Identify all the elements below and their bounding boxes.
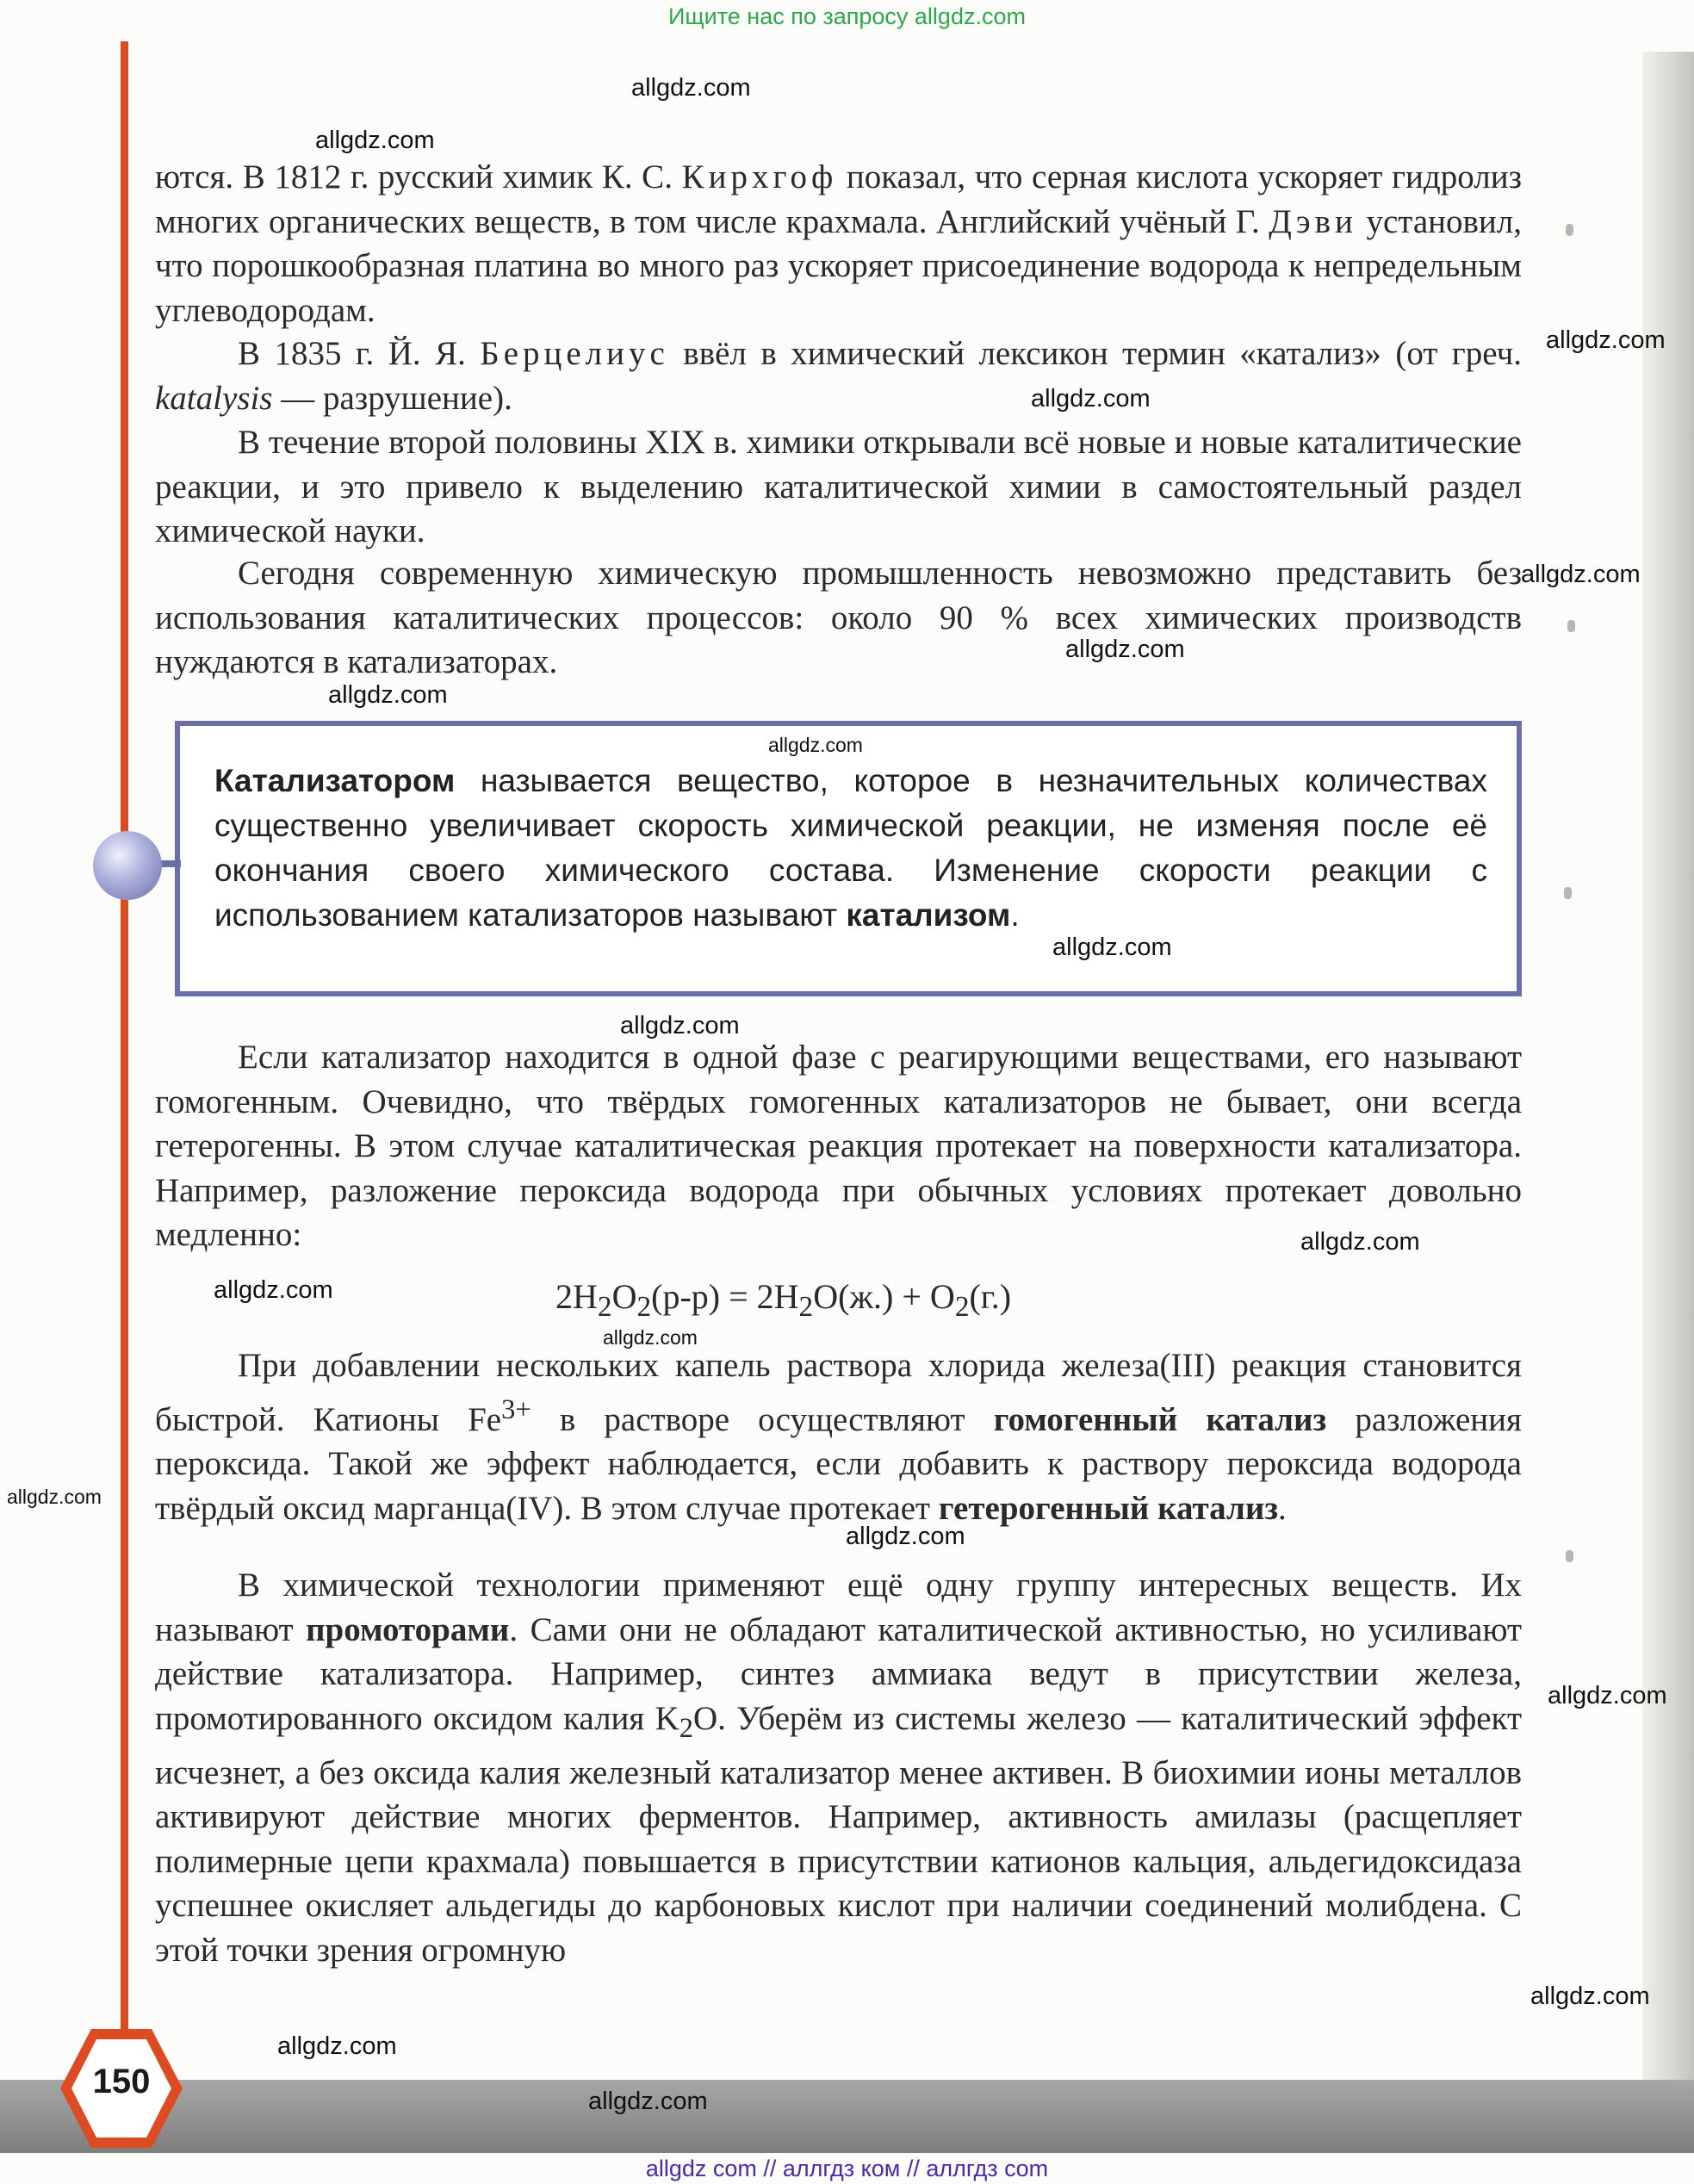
scientist-name: Берцелиус: [480, 335, 669, 372]
watermark[interactable]: allgdz.com: [214, 1276, 333, 1304]
scientist-name: Кирхгоф: [681, 158, 838, 195]
term-promoters: промоторами: [306, 1610, 510, 1648]
paragraph-5: Если катализатор находится в одной фазе с реагирующими веществами, его называют гомогенным. Очевидно, что твёрдых гомогенных катализаторов не бывает, они всегда гетерогенны. В этом случае каталитическая реакция протекает на поверхности катализатора. Например, разложение пероксида водорода при обычных условиях протекает довольно медленно:: [155, 1039, 1522, 1253]
greek-term: katalysis: [155, 379, 273, 417]
definition-box: [175, 721, 1522, 996]
watermark[interactable]: allgdz.com: [277, 2032, 397, 2060]
paragraph-7: В химической технологии применяют ещё одну группу интересных веществ. Их называют промоторами. Сами они не обладают каталитической активностью, но усиливают действие катализатора. Например, синтез аммиака ведут в присутствии железа, промотированного оксидом калия $K_2O$. Уберём из системы железо — каталитический эффект исчезнет, а без оксида калия железный катализатор менее активен. В биохимии ионы металлов активируют действие многих ферментов. Например, активность амилазы (расщепляет полимерные цепи крахмала) повышается в присутствии катионов кальция, альдегидоксидаза успешнее окисляет альдегиды до карбоновых кислот при наличии соединений молибдена. С этой точки зрения огромную: [155, 1567, 1523, 1969]
watermark[interactable]: allgdz.com: [846, 1523, 965, 1550]
watermark[interactable]: allgdz.com: [768, 734, 863, 756]
watermark[interactable]: allgdz.com: [603, 1326, 698, 1349]
scan-speck: [1564, 887, 1572, 899]
watermark[interactable]: allgdz.com: [620, 1012, 740, 1039]
watermark[interactable]: allgdz.com: [588, 2088, 708, 2115]
paragraph-6: При добавлении нескольких капель раствора хлорида железа(III) реакция становится быстрой. Катионы $Fe^{3+}$ в растворе осуществляют гомогенный катализ разложения пероксида. Такой же эффект наблюдается, если добавить к раствору пероксида водорода твёрдый оксид марганца(IV). В этом случае протекает гетерогенный катализ.: [155, 1347, 1522, 1527]
definition-text: Катализатором называется вещество, которое в незначительных количествах существенно увеличивает скорость химической реакции, не изменяя после её окончания своего химического состава. Изменение скорости реакции с использованием катализаторов называют катализом.: [214, 763, 1487, 933]
paragraph-1: ются. В 1812 г. русский химик К. С. Кирхгоф показал, что серная кислота ускоряет гидролиз многих органических веществ, в том числе крахмала. Английский учёный Г. Дэви установил, что порошкообразная платина во много раз ускоряет присоединение водорода к непредельным углеводородам.: [155, 158, 1522, 329]
scan-speck: [1566, 224, 1573, 236]
watermark[interactable]: allgdz.com: [1052, 934, 1172, 961]
term-homogeneous-catalysis: гомогенный катализ: [993, 1400, 1327, 1438]
watermark[interactable]: allgdz.com: [315, 127, 435, 154]
paragraph-4: Сегодня современную химическую промышленность невозможно представить без использования каталитических процессов: около 90 % всех химических производств нуждаются в катализаторах.: [155, 555, 1522, 680]
watermark[interactable]: allgdz.com: [631, 74, 751, 102]
definition-marker-icon: [93, 831, 162, 900]
watermark[interactable]: allgdz.com: [1548, 1682, 1667, 1709]
paragraph-3: В течение второй половины XIX в. химики открывали всё новые и новые каталитические реакции, и это привело к выделению каталитической химии в самостоятельный раздел химической науки.: [155, 424, 1522, 549]
margin-red-line: [121, 41, 128, 2061]
page-edge-shadow: [1642, 52, 1694, 2136]
top-banner[interactable]: Ищите нас по запросу allgdz.com: [668, 3, 1026, 29]
page-number: 150: [92, 2063, 151, 2100]
watermark[interactable]: allgdz.com: [1530, 1982, 1650, 2010]
page-bottom-strip: [0, 2080, 1694, 2153]
term-catalyst: Катализатором: [214, 763, 456, 798]
term-catalysis: катализом: [846, 897, 1011, 933]
paragraph-2: В 1835 г. Й. Я. Берцелиус ввёл в химический лексикон термин «катализ» (от греч. katalysis — разрушение).: [155, 335, 1522, 417]
scan-speck: [1567, 620, 1575, 632]
bottom-banner[interactable]: allgdz com // аллгдз ком // аллгдз com: [645, 2156, 1049, 2181]
scan-speck: [1566, 1550, 1573, 1562]
watermark[interactable]: allgdz.com: [1546, 326, 1666, 354]
watermark[interactable]: allgdz.com: [7, 1486, 102, 1508]
term-heterogeneous-catalysis: гетерогенный катализ: [938, 1489, 1278, 1527]
watermark[interactable]: allgdz.com: [328, 681, 448, 709]
watermark[interactable]: allgdz.com: [1065, 636, 1185, 663]
watermark[interactable]: allgdz.com: [1031, 385, 1151, 413]
watermark[interactable]: allgdz.com: [1300, 1228, 1420, 1256]
scientist-name: Дэви: [1269, 202, 1357, 240]
reaction-equation: $2H_2O_2(р-р) = 2H_2O(ж.) + O_2(г.)$: [555, 1277, 1012, 1323]
watermark[interactable]: allgdz.com: [1521, 561, 1641, 588]
